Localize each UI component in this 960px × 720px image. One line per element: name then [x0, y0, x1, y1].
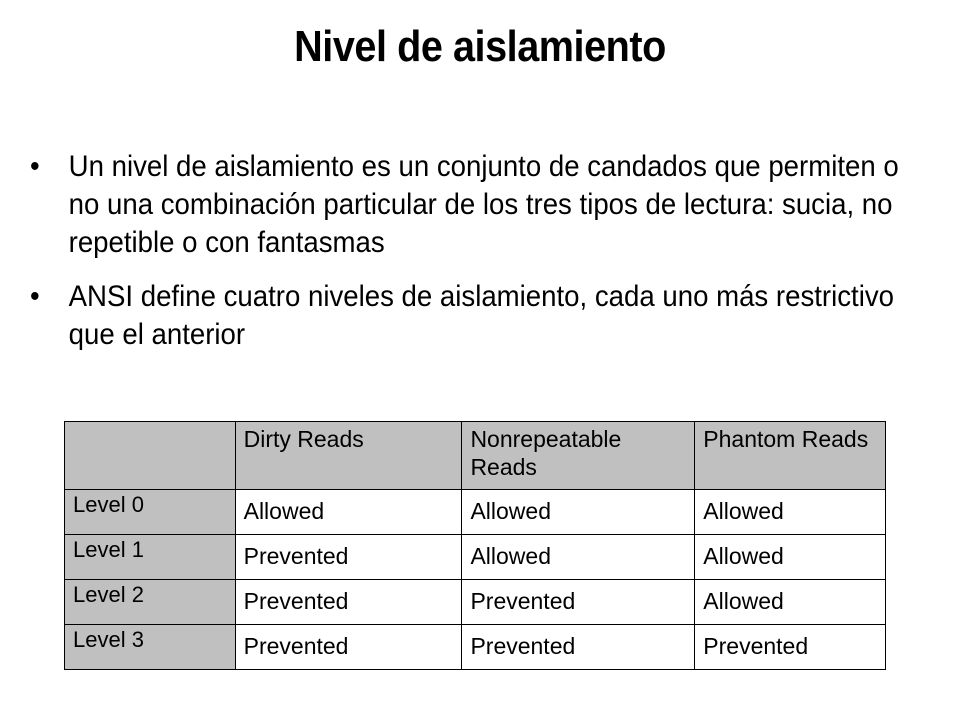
bullet-item — [30, 278, 915, 354]
row-level-label: Level 0 — [65, 490, 236, 535]
table-row — [65, 490, 886, 535]
table-cell: Prevented — [235, 580, 462, 625]
table-cell: Prevented — [235, 625, 462, 670]
table-cell: Allowed — [462, 490, 695, 535]
header-dirty-reads: Dirty Reads — [235, 422, 462, 490]
bullet-item — [30, 148, 915, 262]
bullet-marker: • — [30, 150, 40, 183]
isolation-levels-table — [64, 421, 886, 670]
row-level-label: Level 2 — [65, 580, 236, 625]
header-nonrepeatable-reads: Nonrepeatable Reads — [462, 422, 695, 490]
table-cell: Allowed — [462, 535, 695, 580]
row-level-label: Level 1 — [65, 535, 236, 580]
table-cell: Allowed — [695, 490, 886, 535]
table-cell: Prevented — [462, 625, 695, 670]
bullet-marker: • — [30, 280, 40, 313]
header-phantom-reads: Phantom Reads — [695, 422, 886, 490]
table-row — [65, 535, 886, 580]
table-cell: Allowed — [695, 535, 886, 580]
table-header-row — [65, 422, 886, 490]
row-level-label: Level 3 — [65, 625, 236, 670]
table-cell: Allowed — [235, 490, 462, 535]
bullet-text: Un nivel de aislamiento es un conjunto de candados que permiten o no una combinación particular de los tres tipos de lectura: sucia, no repetible o con fantasmas — [68, 150, 899, 259]
bullet-list — [30, 148, 930, 370]
table-cell: Allowed — [695, 580, 886, 625]
table-row — [65, 580, 886, 625]
table-cell: Prevented — [462, 580, 695, 625]
table-cell: Prevented — [235, 535, 462, 580]
table-row — [65, 625, 886, 670]
table-cell: Prevented — [695, 625, 886, 670]
slide-title: Nivel de aislamiento — [294, 22, 666, 71]
bullet-text: ANSI define cuatro niveles de aislamiento, cada uno más restrictivo que el anterior — [68, 280, 894, 351]
header-corner-cell — [65, 422, 236, 490]
